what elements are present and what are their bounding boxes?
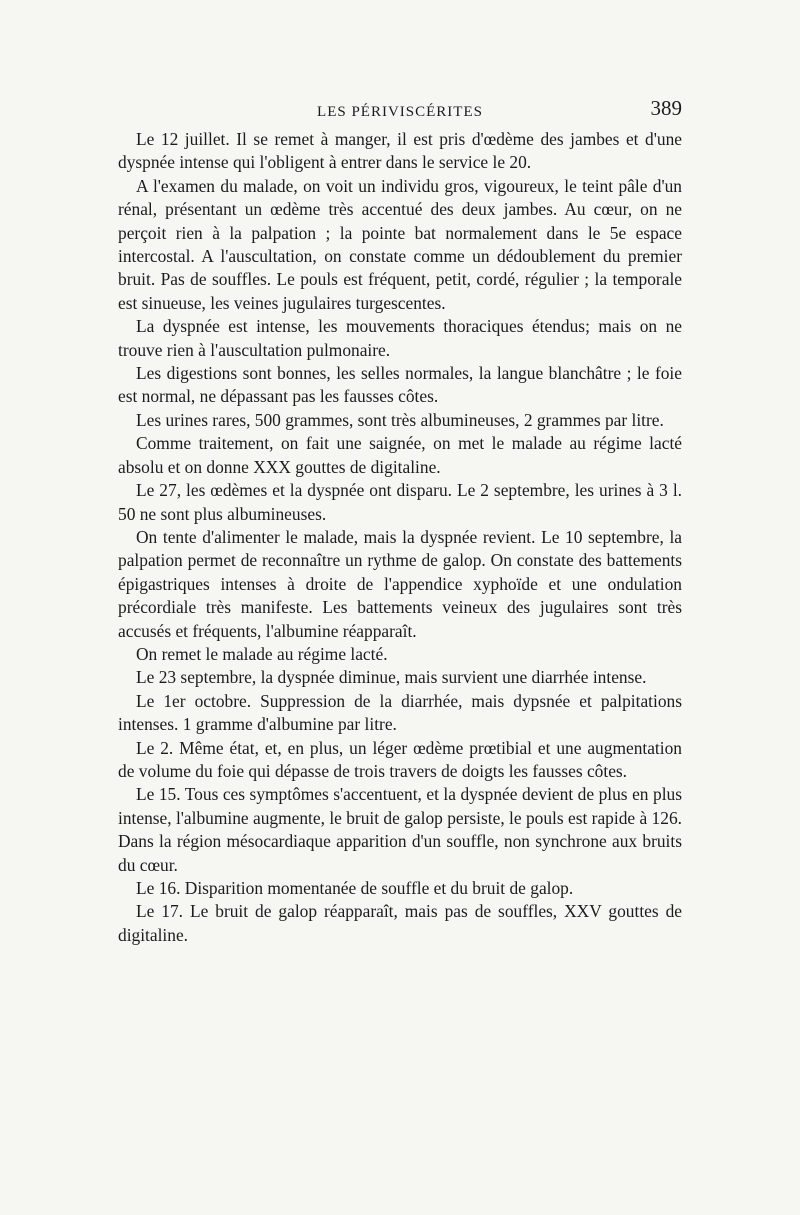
page-number: 389 bbox=[650, 96, 682, 120]
paragraph: La dyspnée est intense, les mouvements thoraciques étendus; mais on ne trouve rien à l'auscultation pulmonaire. bbox=[118, 316, 682, 360]
paragraph: On remet le malade au régime lacté. bbox=[136, 643, 388, 664]
paragraph: Le 27, les œdèmes et la dyspnée ont disparu. Le 2 septembre, les urines à 3 l. 50 ne sont plus albumineuses. bbox=[118, 480, 682, 524]
paragraph: Les urines rares, 500 grammes, sont très albumineuses, 2 grammes par litre. bbox=[136, 409, 664, 430]
paragraph: Le 23 septembre, la dyspnée diminue, mais survient une diarrhée intense. bbox=[136, 667, 647, 688]
paragraph: Le 12 juillet. Il se remet à manger, il est pris d'œdème des jambes et d'une dyspnée intense qui l'obligent à entrer dans le service le 20. bbox=[118, 129, 682, 173]
running-title: LES PÉRIVISCÉRITES bbox=[317, 104, 483, 120]
paragraph: Le 17. Le bruit de galop réapparaît, mais pas de souffles, XXV gouttes de digitaline. bbox=[118, 901, 682, 945]
paragraph: Le 16. Disparition momentanée de souffle et du bruit de galop. bbox=[136, 878, 574, 898]
body-text bbox=[118, 128, 682, 947]
paragraph: Comme traitement, on fait une saignée, on met le malade au régime lacté absolu et on donne XXX gouttes de digitaline. bbox=[118, 433, 682, 477]
paragraph: Le 2. Même état, et, en plus, un léger œdème prœtibial et une augmentation de volume du foie qui dépasse de trois travers de doigts les fausses côtes. bbox=[118, 737, 682, 781]
page-header bbox=[118, 96, 682, 126]
paragraph: Le 1er octobre. Suppression de la diarrhée, mais dypsnée et palpitations intenses. 1 gramme d'albumine par litre. bbox=[118, 690, 682, 735]
paragraph: Le 15. Tous ces symptômes s'accentuent, et la dyspnée devient de plus en plus intense, l'albumine augmente, le bruit de galop persiste, le pouls est rapide à 126. Dans la région mésocardiaque apparition d'un souffle, non synchrone aux bruits du cœur. bbox=[118, 784, 682, 875]
paragraph: Les digestions sont bonnes, les selles normales, la langue blanchâtre ; le foie est normal, ne dépassant pas les fausses côtes. bbox=[118, 363, 682, 407]
paragraph: A l'examen du malade, on voit un individu gros, vigoureux, le teint pâle d'un rénal, présentant un œdème très accentué des deux jambes. Au cœur, on ne perçoit rien à la palpation ; la pointe bat normalement dans le 5e espace intercostal. A l'auscultation, on constate comme un dédoublement du premier bruit. Pas de souffles. Le pouls est fréquent, petit, cordé, régulier ; la temporale est sinueuse, les veines jugulaires turgescentes. bbox=[118, 175, 682, 313]
paragraph: On tente d'alimenter le malade, mais la dyspnée revient. Le 10 septembre, la palpation permet de reconnaître un rythme de galop. On constate des battements épigastriques intenses à droite de l'appendice xyphoïde et une ondulation précordiale très manifeste. Les battements veineux des jugulaires sont très accusés et fréquents, l'albumine réapparaît. bbox=[118, 526, 682, 641]
